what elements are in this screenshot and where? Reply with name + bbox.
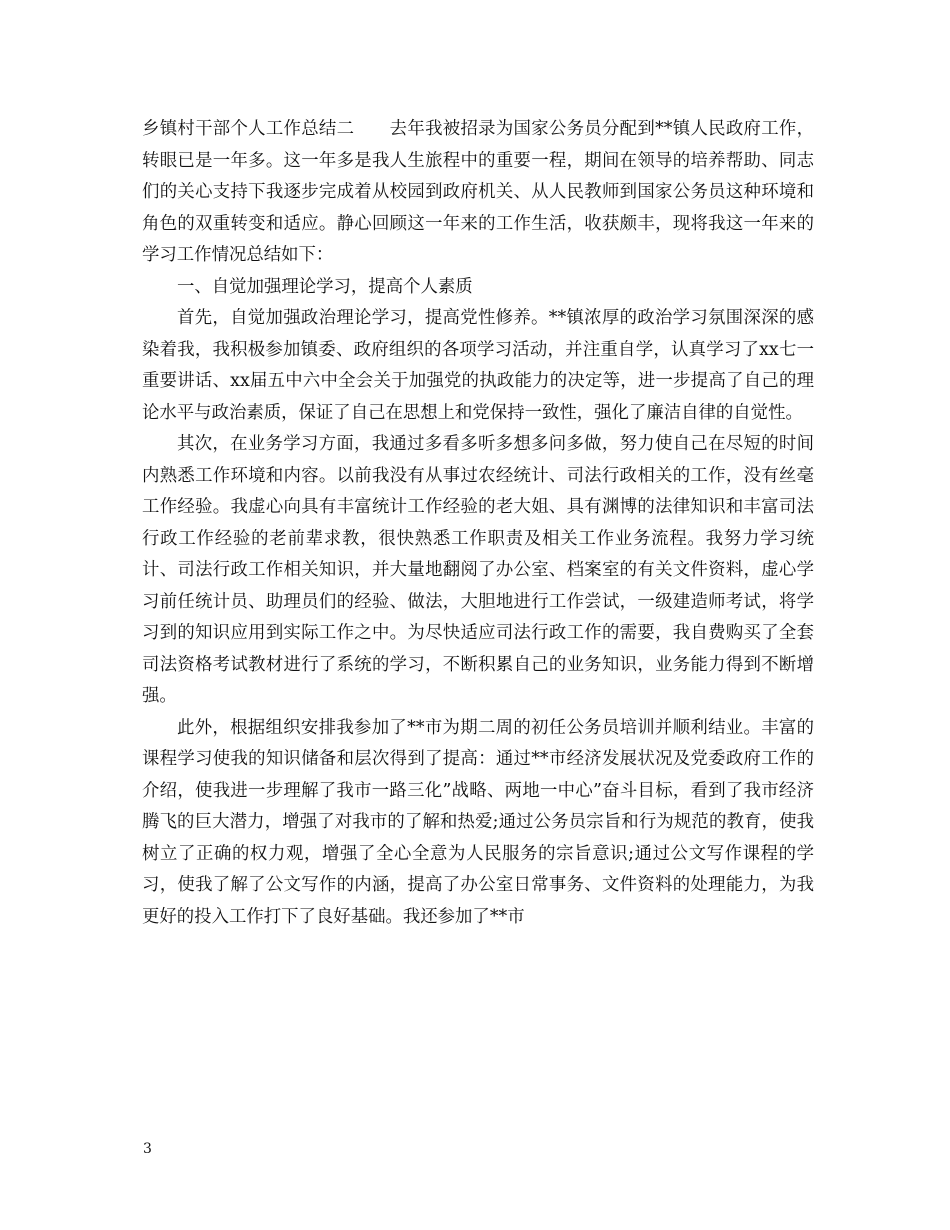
- paragraph-training: 此外，根据组织安排我参加了**市为期二周的初任公务员培训并顺利结业。丰富的课程学习使我的知识储备和层次得到了提高：通过**市经济发展状况及党委政府工作的介绍，使我进一步理解了我市一路三化”战略、两地一中心”奋斗目标，看到了我市经济腾飞的巨大潜力，增强了对我市的了解和热爱;通过公务员宗旨和行为规范的教育，使我树立了正确的权力观，增强了全心全意为人民服务的宗旨意识;通过公文写作课程的学习，使我了解了公文写作的内涵，提高了办公室日常事务、文件资料的处理能力，为我更好的投入工作打下了良好基础。我还参加了**市: [142, 717, 814, 927]
- page-number: 3: [143, 1141, 152, 1157]
- intro-paragraph: 乡镇村干部个人工作总结二 去年我被招录为国家公务员分配到**镇人民政府工作，转眼已是一年多。这一年多是我人生旅程中的重要一程，期间在领导的培养帮助、同志们的关心支持下我逐步完成着从校园到政府机关、从人民教师到国家公务员这种环境和角色的双重转变和适应。静心回顾这一年来的工作生活，收获颇丰，现将我这一年来的学习工作情况总结如下：: [142, 119, 814, 265]
- document-body: [142, 114, 814, 933]
- paragraph-business-study: 其次，在业务学习方面，我通过多看多听多想多问多做，努力使自己在尽短的时间内熟悉工作环境和内容。以前我没有从事过农经统计、司法行政相关的工作，没有丝毫工作经验。我虚心向具有丰富统计工作经验的老大姐、具有渊博的法律知识和丰富司法行政工作经验的老前辈求教，很快熟悉工作职责及相关工作业务流程。我努力学习统计、司法行政工作相关知识，并大量地翻阅了办公室、档案室的有关文件资料，虚心学习前任统计员、助理员们的经验、做法，大胆地进行工作尝试，一级建造师考试，将学习到的知识应用到实际工作之中。为尽快适应司法行政工作的需要，我自费购买了全套司法资格考试教材进行了系统的学习，不断积累自己的业务知识，业务能力得到不断增强。: [142, 434, 814, 706]
- section-heading: 一、自觉加强理论学习，提高个人素质: [177, 276, 473, 297]
- paragraph-political-study: 首先，自觉加强政治理论学习，提高党性修养。**镇浓厚的政治学习氛围深深的感染着我，我积极参加镇委、政府组织的各项学习活动，并注重自学，认真学习了xx七一重要讲话、xx届五中六中全会关于加强党的执政能力的决定等，进一步提高了自己的理论水平与政治素质，保证了自己在思想上和党保持一致性，强化了廉洁自律的自觉性。: [142, 308, 814, 423]
